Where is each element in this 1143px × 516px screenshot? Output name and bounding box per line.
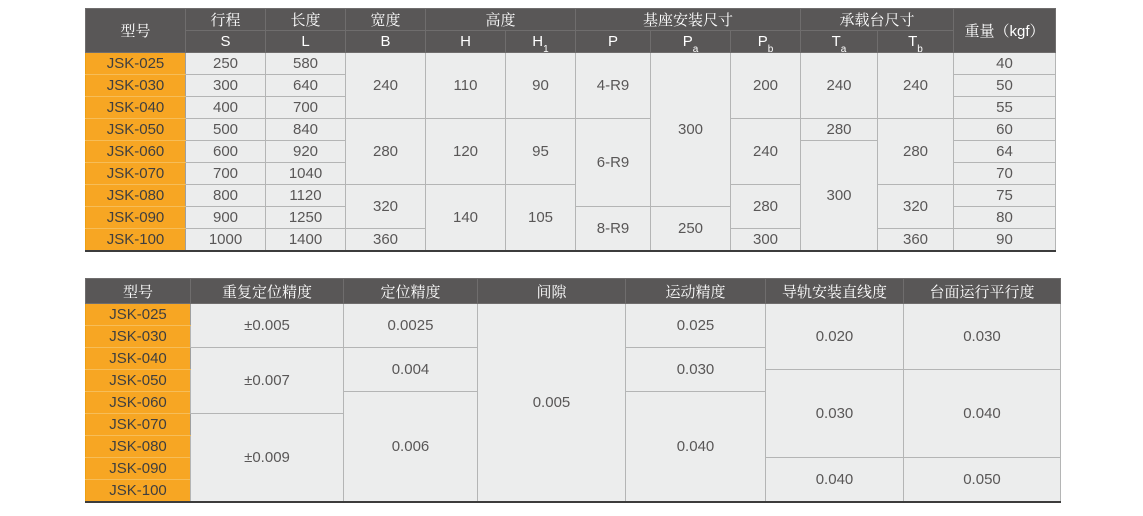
model-cell: JSK-025 xyxy=(86,304,191,326)
length-cell: 920 xyxy=(266,141,346,163)
t1-header-base-mount: 基座安装尺寸 xyxy=(576,9,801,31)
t2-header-positioning: 定位精度 xyxy=(344,279,478,304)
t1-header-row-1 xyxy=(86,9,1056,31)
ta-cell: 280 xyxy=(801,119,878,141)
positioning-accuracy-cell: 0.004 xyxy=(344,348,478,392)
t1-header-platform: 承载台尺寸 xyxy=(801,9,954,31)
length-cell: 1400 xyxy=(266,229,346,252)
model-cell: JSK-025 xyxy=(86,53,186,75)
stroke-cell: 1000 xyxy=(186,229,266,252)
model-cell: JSK-040 xyxy=(86,97,186,119)
t1-header-pb xyxy=(731,31,801,53)
stroke-cell: 800 xyxy=(186,185,266,207)
t1-header-tb-base: T xyxy=(908,33,918,50)
t1-header-b: B xyxy=(346,31,426,53)
t2-header-rail-straightness: 导轨安装直线度 xyxy=(766,279,904,304)
rail-straightness-cell: 0.030 xyxy=(766,370,904,458)
weight-cell: 40 xyxy=(954,53,1056,75)
width-cell: 240 xyxy=(346,53,426,119)
tb-cell: 320 xyxy=(878,185,954,229)
t1-header-tb xyxy=(878,31,954,53)
t1-header-row-2 xyxy=(86,31,1056,53)
t1-header-h1-sub: 1 xyxy=(543,44,549,55)
motion-accuracy-cell: 0.040 xyxy=(626,392,766,503)
t1-header-height: 高度 xyxy=(426,9,576,31)
t1-header-ta-base: T xyxy=(831,33,841,50)
positioning-accuracy-cell: 0.0025 xyxy=(344,304,478,348)
t1-header-pb-sub: b xyxy=(767,44,774,55)
t1-header-pb-base: P xyxy=(757,33,768,50)
width-cell: 360 xyxy=(346,229,426,252)
t1-header-tb-sub: b xyxy=(917,44,923,55)
parallelism-cell: 0.030 xyxy=(904,304,1061,370)
t1-header-h: H xyxy=(426,31,506,53)
pb-cell: 200 xyxy=(731,53,801,119)
model-cell: JSK-030 xyxy=(86,326,191,348)
repeat-accuracy-cell: ±0.009 xyxy=(191,414,344,503)
t1-header-model: 型号 xyxy=(86,9,186,53)
length-cell: 1120 xyxy=(266,185,346,207)
t1-header-s: S xyxy=(186,31,266,53)
t1-row-jsk-025 xyxy=(86,53,1056,75)
t2-header-row xyxy=(86,279,1061,304)
stroke-cell: 400 xyxy=(186,97,266,119)
motion-accuracy-cell: 0.030 xyxy=(626,348,766,392)
t1-header-ta-sub: a xyxy=(840,44,847,55)
width-cell: 320 xyxy=(346,185,426,229)
stroke-cell: 500 xyxy=(186,119,266,141)
weight-cell: 55 xyxy=(954,97,1056,119)
ta-cell: 240 xyxy=(801,53,878,119)
p-cell: 8-R9 xyxy=(576,207,651,252)
weight-cell: 70 xyxy=(954,163,1056,185)
parallelism-cell: 0.050 xyxy=(904,458,1061,503)
model-cell: JSK-080 xyxy=(86,185,186,207)
positioning-accuracy-cell: 0.006 xyxy=(344,392,478,503)
tb-cell: 240 xyxy=(878,53,954,119)
weight-cell: 50 xyxy=(954,75,1056,97)
model-cell: JSK-070 xyxy=(86,414,191,436)
pb-cell: 300 xyxy=(731,229,801,252)
p-cell: 4-R9 xyxy=(576,53,651,119)
rail-straightness-cell: 0.020 xyxy=(766,304,904,370)
pa-cell: 300 xyxy=(651,53,731,207)
t2-header-model: 型号 xyxy=(86,279,191,304)
t1-header-ta xyxy=(801,31,878,53)
t2-header-parallelism: 台面运行平行度 xyxy=(904,279,1061,304)
dimensions-table xyxy=(85,8,1056,252)
t1-header-l: L xyxy=(266,31,346,53)
length-cell: 1040 xyxy=(266,163,346,185)
ta-cell: 300 xyxy=(801,141,878,252)
stroke-cell: 700 xyxy=(186,163,266,185)
t2-header-motion: 运动精度 xyxy=(626,279,766,304)
length-cell: 700 xyxy=(266,97,346,119)
model-cell: JSK-050 xyxy=(86,119,186,141)
model-cell: JSK-090 xyxy=(86,207,186,229)
height-h-cell: 110 xyxy=(426,53,506,119)
model-cell: JSK-030 xyxy=(86,75,186,97)
width-cell: 280 xyxy=(346,119,426,185)
t1-header-pa-sub: a xyxy=(692,44,699,55)
t1-header-width: 宽度 xyxy=(346,9,426,31)
height-h1-cell: 95 xyxy=(506,119,576,185)
t2-header-clearance: 间隙 xyxy=(478,279,626,304)
t1-header-weight: 重量（kgf） xyxy=(954,9,1056,53)
repeat-accuracy-cell: ±0.007 xyxy=(191,348,344,414)
clearance-cell: 0.005 xyxy=(478,304,626,503)
length-cell: 840 xyxy=(266,119,346,141)
weight-cell: 80 xyxy=(954,207,1056,229)
model-cell: JSK-100 xyxy=(86,480,191,503)
model-cell: JSK-050 xyxy=(86,370,191,392)
t1-header-p: P xyxy=(576,31,651,53)
height-h-cell: 140 xyxy=(426,185,506,252)
t1-header-pa xyxy=(651,31,731,53)
height-h-cell: 120 xyxy=(426,119,506,185)
length-cell: 580 xyxy=(266,53,346,75)
t2-row-jsk-025 xyxy=(86,304,1061,326)
height-h1-cell: 90 xyxy=(506,53,576,119)
model-cell: JSK-100 xyxy=(86,229,186,252)
model-cell: JSK-040 xyxy=(86,348,191,370)
stroke-cell: 900 xyxy=(186,207,266,229)
rail-straightness-cell: 0.040 xyxy=(766,458,904,503)
tb-cell: 360 xyxy=(878,229,954,252)
pa-cell: 250 xyxy=(651,207,731,252)
t1-header-pa-base: P xyxy=(682,33,693,50)
tb-cell: 280 xyxy=(878,119,954,185)
t1-header-h1 xyxy=(506,31,576,53)
t2-header-repeat: 重复定位精度 xyxy=(191,279,344,304)
weight-cell: 90 xyxy=(954,229,1056,252)
motion-accuracy-cell: 0.025 xyxy=(626,304,766,348)
t1-row-jsk-050 xyxy=(86,119,1056,141)
p-cell: 6-R9 xyxy=(576,119,651,207)
stroke-cell: 300 xyxy=(186,75,266,97)
parallelism-cell: 0.040 xyxy=(904,370,1061,458)
repeat-accuracy-cell: ±0.005 xyxy=(191,304,344,348)
model-cell: JSK-090 xyxy=(86,458,191,480)
stroke-cell: 250 xyxy=(186,53,266,75)
length-cell: 1250 xyxy=(266,207,346,229)
height-h1-cell: 105 xyxy=(506,185,576,252)
pb-cell: 240 xyxy=(731,119,801,185)
stroke-cell: 600 xyxy=(186,141,266,163)
weight-cell: 75 xyxy=(954,185,1056,207)
t1-header-h1-base: H xyxy=(532,33,544,50)
weight-cell: 60 xyxy=(954,119,1056,141)
model-cell: JSK-060 xyxy=(86,392,191,414)
model-cell: JSK-080 xyxy=(86,436,191,458)
t1-header-length: 长度 xyxy=(266,9,346,31)
weight-cell: 64 xyxy=(954,141,1056,163)
model-cell: JSK-060 xyxy=(86,141,186,163)
pb-cell: 280 xyxy=(731,185,801,229)
precision-table xyxy=(85,278,1061,503)
t1-header-stroke: 行程 xyxy=(186,9,266,31)
length-cell: 640 xyxy=(266,75,346,97)
t1-row-jsk-080 xyxy=(86,185,1056,207)
model-cell: JSK-070 xyxy=(86,163,186,185)
